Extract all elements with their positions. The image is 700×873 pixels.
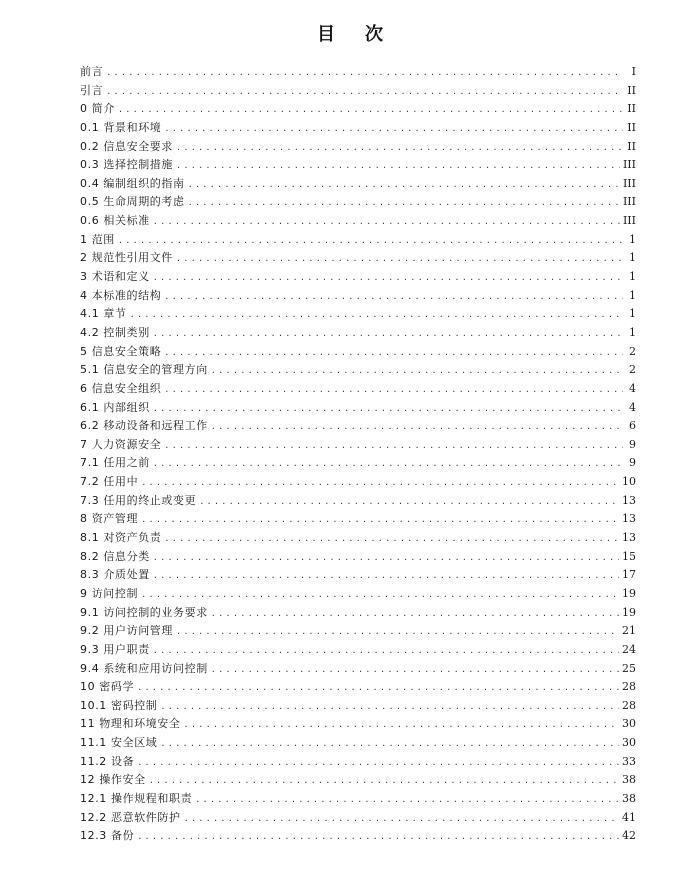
toc-entry[interactable] <box>80 492 636 511</box>
toc-entry[interactable] <box>80 305 636 324</box>
toc-entry[interactable] <box>80 510 636 529</box>
toc-entry-page-number: II <box>627 139 636 153</box>
toc-entry-page-number: 13 <box>622 493 636 507</box>
toc-entry-label: 前言 <box>80 65 104 78</box>
toc-entry-page-number: 28 <box>622 698 636 712</box>
toc-entry-page-number: 38 <box>622 791 636 805</box>
toc-entry-page-number: 10 <box>622 475 636 489</box>
toc-entry[interactable] <box>80 63 636 82</box>
toc-leader-dots <box>165 344 623 362</box>
toc-entry-page-number: 28 <box>622 680 636 694</box>
toc-entry-label: 7.3 任用的终止或变更 <box>80 493 197 507</box>
toc-entry-label: 9.4 系统和应用访问控制 <box>80 661 208 675</box>
toc-leader-dots <box>138 754 619 772</box>
toc-leader-dots <box>200 493 619 511</box>
toc-entry-page-number: 6 <box>629 419 636 433</box>
toc-leader-dots <box>177 157 620 175</box>
toc-entry[interactable] <box>80 660 636 679</box>
toc-entry-page-number: 1 <box>629 270 636 284</box>
toc-entry-label: 11.1 安全区域 <box>80 736 158 750</box>
toc-entry-page-number: 41 <box>622 810 636 824</box>
toc-entry[interactable] <box>80 82 636 101</box>
toc-leader-dots <box>138 679 619 697</box>
toc-entry-page-number: I <box>631 65 636 78</box>
toc-entry-label: 7.1 任用之前 <box>80 456 150 470</box>
toc-entry-label: 9.1 访问控制的业务要求 <box>80 605 208 619</box>
toc-entry[interactable] <box>80 715 636 734</box>
toc-entry[interactable] <box>80 212 636 231</box>
toc-entry[interactable] <box>80 734 636 753</box>
toc-entry-page-number: 15 <box>622 549 636 563</box>
toc-entry-label: 0.3 选择控制措施 <box>80 158 173 172</box>
toc-entry[interactable] <box>80 324 636 343</box>
toc-entry[interactable] <box>80 529 636 548</box>
toc-entry[interactable] <box>80 454 636 473</box>
toc-leader-dots <box>189 194 620 212</box>
toc-leader-dots <box>142 586 619 604</box>
toc-leader-dots <box>154 567 619 585</box>
page-title-char-1: 目 <box>317 24 335 45</box>
toc-leader-dots <box>177 250 623 268</box>
toc-entry-label: 1 范围 <box>80 232 115 246</box>
toc-entry-page-number: 4 <box>629 381 636 395</box>
toc-entry-page-number: 1 <box>629 251 636 265</box>
toc-entry-label: 0 简介 <box>80 102 115 116</box>
toc-leader-dots <box>154 642 619 660</box>
toc-entry[interactable] <box>80 268 636 287</box>
toc-entry[interactable] <box>80 790 636 809</box>
toc-entry-page-number: 30 <box>622 717 636 731</box>
toc-entry-page-number: 1 <box>629 325 636 339</box>
toc-entry-label: 4.1 章节 <box>80 307 127 321</box>
toc-entry[interactable] <box>80 604 636 623</box>
toc-entry[interactable] <box>80 361 636 380</box>
toc-leader-dots <box>154 400 623 418</box>
toc-entry[interactable] <box>80 343 636 362</box>
toc-leader-dots <box>154 325 623 343</box>
toc-entry-label: 0.6 相关标准 <box>80 214 150 228</box>
toc-entry-page-number: 17 <box>622 568 636 582</box>
toc-entry-label: 12.2 恶意软件防护 <box>80 810 181 824</box>
toc-leader-dots <box>212 418 623 436</box>
toc-entry-page-number: III <box>622 195 636 209</box>
toc-entry[interactable] <box>80 175 636 194</box>
toc-leader-dots <box>107 83 623 101</box>
toc-entry-label: 0.1 背景和环境 <box>80 120 162 134</box>
toc-entry[interactable] <box>80 399 636 418</box>
toc-entry-label: 6.2 移动设备和远程工作 <box>80 419 208 433</box>
toc-leader-dots <box>138 828 619 846</box>
toc-leader-dots <box>154 269 623 287</box>
toc-entry[interactable] <box>80 193 636 212</box>
toc-leader-dots <box>119 232 623 250</box>
toc-leader-dots <box>165 437 623 455</box>
toc-entry-page-number: 13 <box>622 531 636 545</box>
toc-entry-label: 6.1 内部组织 <box>80 400 150 414</box>
toc-entry-label: 0.5 生命周期的考虑 <box>80 195 185 209</box>
toc-entry[interactable] <box>80 697 636 716</box>
toc-entry[interactable] <box>80 100 636 119</box>
toc-entry-label: 9.2 用户访问管理 <box>80 624 173 638</box>
toc-entry[interactable] <box>80 119 636 138</box>
toc-leader-dots <box>161 735 619 753</box>
toc-entry-page-number: 30 <box>622 736 636 750</box>
toc-entry-label: 0.2 信息安全要求 <box>80 139 173 153</box>
toc-entry-label: 2 规范性引用文件 <box>80 251 173 265</box>
toc-leader-dots <box>177 139 623 157</box>
toc-entry-label: 9 访问控制 <box>80 586 139 600</box>
toc-entry-page-number: 42 <box>622 829 636 843</box>
toc-entry-page-number: 21 <box>622 624 636 638</box>
toc-entry[interactable] <box>80 156 636 175</box>
toc-entry[interactable] <box>80 585 636 604</box>
toc-entry[interactable] <box>80 566 636 585</box>
toc-entry[interactable] <box>80 678 636 697</box>
toc-entry-page-number: 33 <box>622 754 636 768</box>
toc-entry-label: 12.3 备份 <box>80 829 135 843</box>
toc-entry-label: 12 操作安全 <box>80 773 146 787</box>
toc-entry[interactable] <box>80 380 636 399</box>
toc-leader-dots <box>189 176 620 194</box>
toc-leader-dots <box>161 698 619 716</box>
toc-entry[interactable] <box>80 249 636 268</box>
toc-entry-page-number: 13 <box>622 512 636 526</box>
toc-entry[interactable] <box>80 771 636 790</box>
toc-entry-label: 7 人力资源安全 <box>80 437 162 451</box>
toc-entry-page-number: 9 <box>629 456 636 470</box>
toc-entry-label: 8 资产管理 <box>80 512 139 526</box>
toc-entry-label: 8.2 信息分类 <box>80 549 150 563</box>
toc-entry[interactable] <box>80 622 636 641</box>
toc-entry-label: 11.2 设备 <box>80 754 135 768</box>
toc-entry[interactable] <box>80 436 636 455</box>
toc-entry-label: 5.1 信息安全的管理方向 <box>80 363 208 377</box>
toc-entry-label: 10 密码学 <box>80 680 135 694</box>
toc-leader-dots <box>212 605 619 623</box>
toc-entry[interactable] <box>80 827 636 846</box>
toc-entry-label: 8.3 介质处置 <box>80 568 150 582</box>
toc-leader-dots <box>165 288 623 306</box>
toc-entry-page-number: III <box>622 176 636 190</box>
toc-entry-page-number: 2 <box>629 344 636 358</box>
toc-leader-dots <box>142 511 619 529</box>
toc-leader-dots <box>154 213 620 231</box>
toc-entry-label: 11 物理和环境安全 <box>80 717 181 731</box>
toc-entry-page-number: 19 <box>622 586 636 600</box>
toc-leader-dots <box>142 474 619 492</box>
toc-leader-dots <box>119 101 623 119</box>
toc-entry-page-number: III <box>622 158 636 172</box>
toc-entry-label: 引言 <box>80 83 104 97</box>
toc-entry[interactable] <box>80 138 636 157</box>
toc-entry-label: 4.2 控制类别 <box>80 325 150 339</box>
toc-leader-dots <box>154 455 623 473</box>
toc-leader-dots <box>165 530 619 548</box>
toc-leader-dots <box>131 306 623 324</box>
toc-entry-label: 9.3 用户职责 <box>80 642 150 656</box>
toc-leader-dots <box>107 64 623 82</box>
toc-entry-label: 8.1 对资产负责 <box>80 531 162 545</box>
toc-leader-dots <box>196 791 619 809</box>
toc-entry-label: 0.4 编制组织的指南 <box>80 176 185 190</box>
toc-entry-page-number: II <box>627 83 636 97</box>
toc-entry-label: 3 术语和定义 <box>80 270 150 284</box>
toc-entry[interactable] <box>80 473 636 492</box>
toc-leader-dots <box>212 661 619 679</box>
toc-entry-page-number: 24 <box>622 642 636 656</box>
toc-entry-page-number: III <box>622 214 636 228</box>
toc-entry[interactable] <box>80 548 636 567</box>
toc-entry[interactable] <box>80 287 636 306</box>
toc-entry-page-number: 25 <box>622 661 636 675</box>
toc-leader-dots <box>212 362 623 380</box>
toc-entry-label: 10.1 密码控制 <box>80 698 158 712</box>
toc-leader-dots <box>165 381 623 399</box>
toc-leader-dots <box>185 810 619 828</box>
toc-entry-label: 4 本标准的结构 <box>80 288 162 302</box>
toc-entry[interactable] <box>80 753 636 772</box>
toc-entry[interactable] <box>80 641 636 660</box>
toc-leader-dots <box>165 120 623 138</box>
page-title <box>0 20 700 46</box>
toc-entry-page-number: 1 <box>629 288 636 302</box>
toc-leader-dots <box>150 772 619 790</box>
toc-entry-page-number: 9 <box>629 437 636 451</box>
toc-entry-page-number: 1 <box>629 307 636 321</box>
toc-entry[interactable] <box>80 809 636 828</box>
toc-entry-label: 7.2 任用中 <box>80 475 139 489</box>
toc-entry[interactable] <box>80 417 636 436</box>
toc-entry-page-number: 19 <box>622 605 636 619</box>
toc-leader-dots <box>154 549 619 567</box>
toc-leader-dots <box>177 623 619 641</box>
toc-entry-label: 12.1 操作规程和职责 <box>80 791 193 805</box>
toc-entry-page-number: 4 <box>629 400 636 414</box>
toc-entry-page-number: II <box>627 102 636 116</box>
toc-entry-label: 6 信息安全组织 <box>80 381 162 395</box>
table-of-contents <box>80 63 636 846</box>
toc-entry-label: 5 信息安全策略 <box>80 344 162 358</box>
toc-entry[interactable] <box>80 231 636 250</box>
toc-entry-page-number: 38 <box>622 773 636 787</box>
toc-entry-page-number: II <box>627 120 636 134</box>
toc-entry-page-number: 1 <box>629 232 636 246</box>
page-title-char-2: 次 <box>365 24 383 45</box>
toc-leader-dots <box>185 716 620 734</box>
toc-entry-page-number: 2 <box>629 363 636 377</box>
